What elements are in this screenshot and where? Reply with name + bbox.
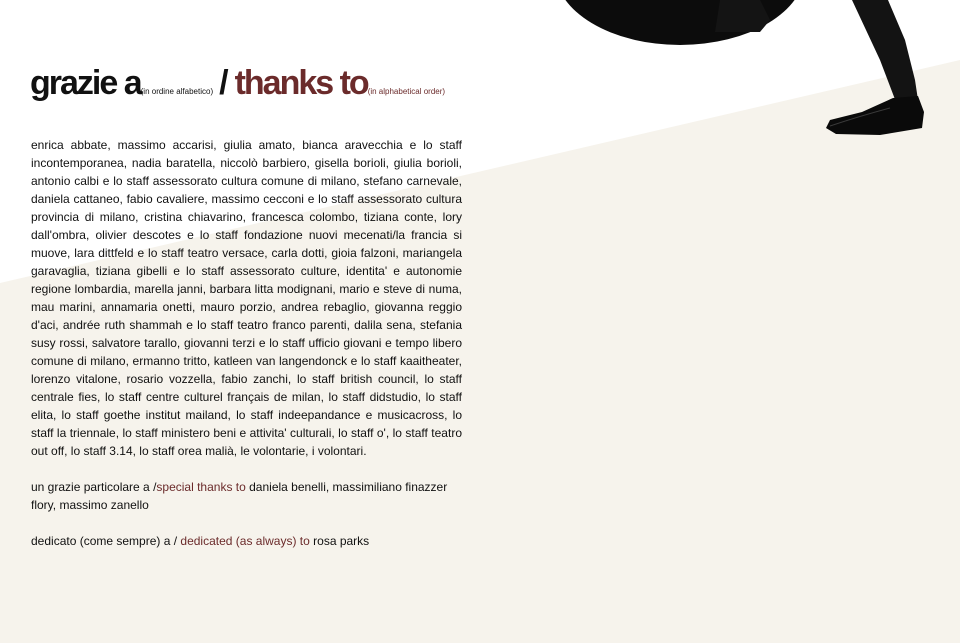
dedication-name: rosa parks: [309, 534, 370, 548]
special-thanks-prefix: un grazie particolare a /: [31, 480, 157, 494]
page-title: [30, 66, 445, 100]
dedication-paragraph: [31, 532, 462, 550]
special-thanks-paragraph: [31, 478, 462, 514]
title-italian-note: (in ordine alfabetico): [140, 87, 214, 96]
left-leg: [715, 0, 770, 32]
dedication-label: dedicated (as always) to: [180, 534, 310, 548]
credits-content: [31, 136, 462, 550]
title-english: thanks to: [234, 64, 368, 102]
credits-paragraph: enrica abbate, massimo accarisi, giulia amato, bianca aravecchia e lo staff incontemporanea, nadia baratella, niccolò barbiero, gisella borioli, giulia borioli, antonio calbi e lo staff assessorato cultura comune di milano, stefano carnevale, daniela cattaneo, fabio cavaliere, massimo cecconi e lo staff assessorato cultura provincia di milano, cristina chiavarino, francesca colombo, tiziana conte, lory dall'ombra, olivier descotes e lo staff fondazione nuovi mecenati/la francia si muove, lara dittfeld e lo staff teatro versace, carla dotti, gioia falzoni, mariangela garavaglia, tiziana gibelli e lo staff assessorato culture, identita' e autonomie regione lombardia, marella janni, barbara litta modignani, mario e steve di numa, mau marini, annamaria onetti, mauro porzio, andrea rebaglio, giovanna reggio d'aci, andrée ruth shammah e lo staff teatro franco parenti, dalila sena, stefania susy rossi, salvatore tarallo, giovanni terzi e lo staff ufficio giovani e tempo libero comune di milano, ermanno tritto, katleen van langendonck e lo staff kaaitheater, lorenzo vitalone, rosario vozzella, fabio zanchi, lo staff british council, lo staff centrale fies, lo staff centre culturel français de milan, lo staff didstudio, lo staff elita, lo staff goethe institut mailand, lo staff indeepandance e musicacross, lo staff la triennale, lo staff ministero beni e attivita' culturali, lo staff o', lo staff teatro out off, lo staff 3.14, lo staff orea malià, le volontarie, i volontari.: [31, 138, 462, 458]
dedication-prefix: dedicato (come sempre) a /: [31, 534, 181, 548]
title-english-note: (in alphabetical order): [367, 87, 446, 96]
special-thanks-names: daniela benelli, massimiliano finazzer flory, massimo zanello: [31, 480, 448, 512]
title-slash: /: [219, 64, 229, 102]
special-thanks-label: special thanks to: [156, 480, 246, 494]
title-italian: grazie a: [30, 64, 141, 102]
